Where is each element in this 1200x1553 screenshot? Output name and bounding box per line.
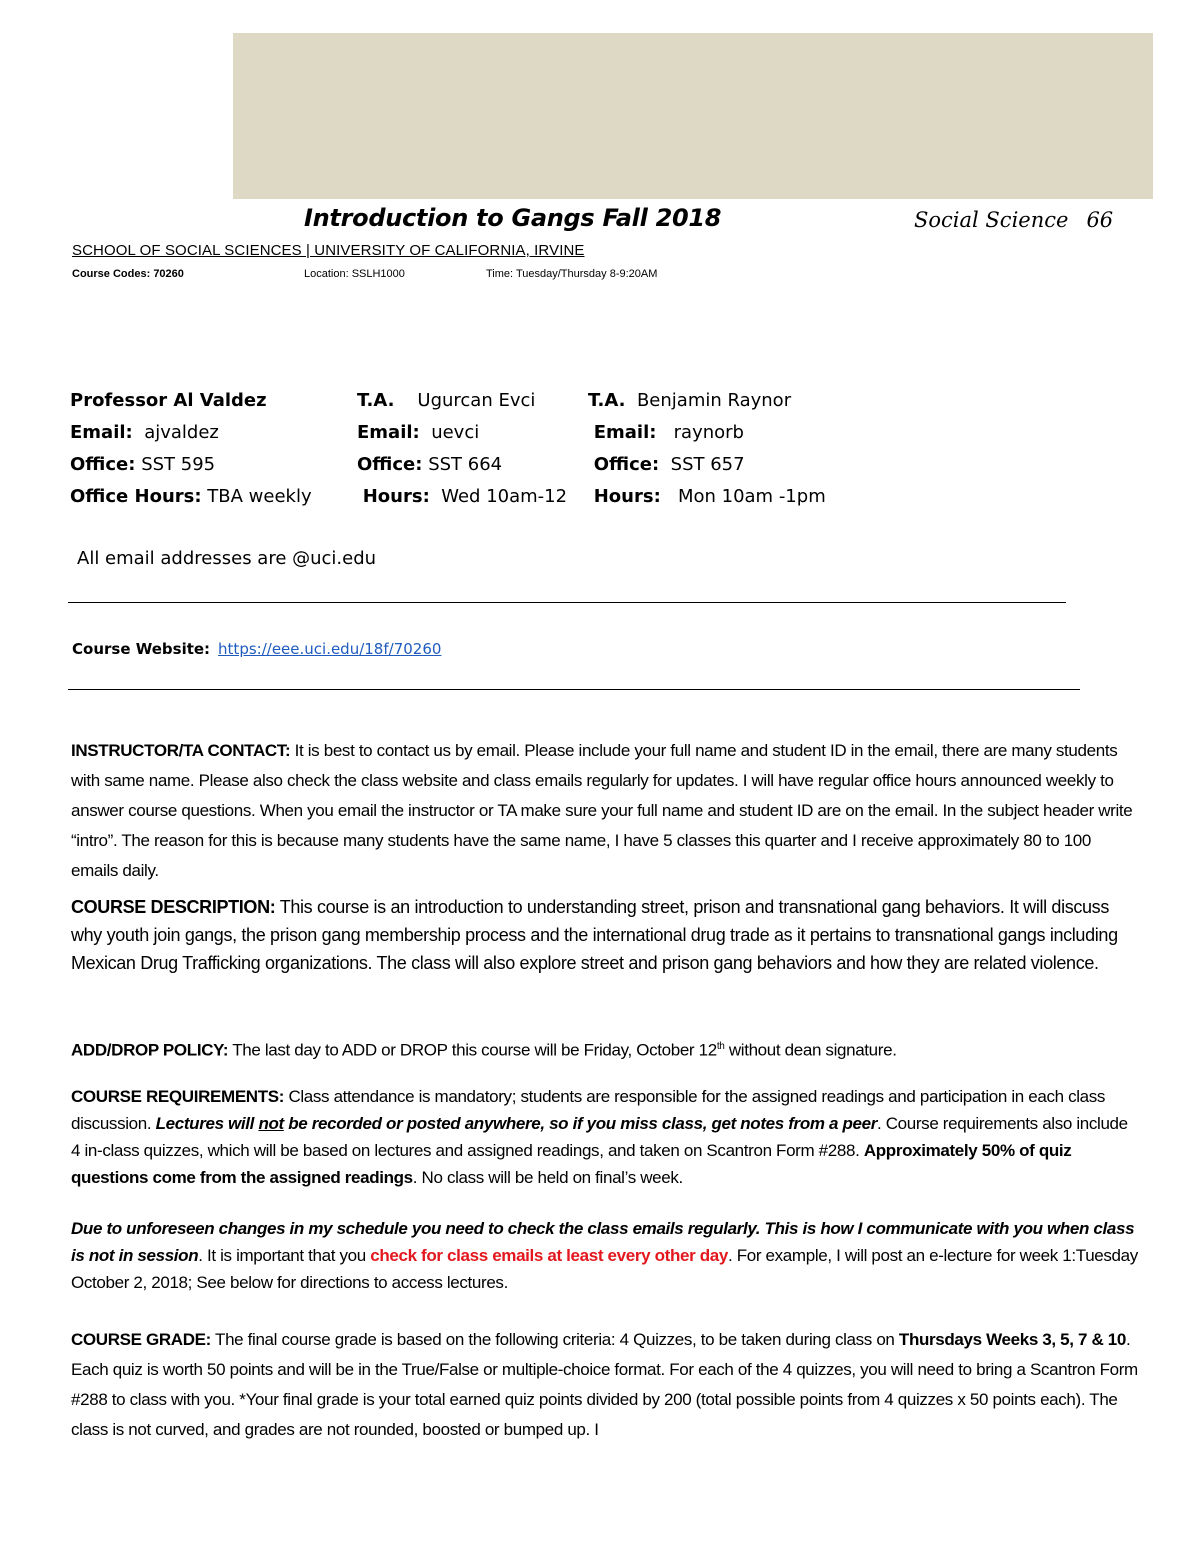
add-drop-section — [71, 1033, 1141, 1065]
course-description-section — [71, 893, 1141, 977]
emphasis-text: Thursdays Weeks 3, 5, 7 & 10 — [898, 1330, 1126, 1349]
office-label: Office: — [70, 454, 136, 475]
section-text: Class attendance is mandatory; students are responsible for the assigned readings and participation in each class discussion. — [71, 1087, 1106, 1133]
section-text: . For example, I will post an e-lecture for week 1:Tuesday October 2, 2018; See below for directions to access lectures. — [71, 1246, 1138, 1292]
section-text: . Course requirements also include 4 in-class quizzes, which will be based on lectures and assigned readings, and taken on Scantron Form #288. — [71, 1114, 1128, 1160]
hours-label: Hours: — [593, 486, 661, 507]
course-requirements-section — [71, 1083, 1141, 1191]
email-label: Email: — [593, 422, 657, 443]
section-heading: COURSE DESCRIPTION: — [71, 897, 276, 917]
office-label: Office: — [357, 454, 423, 475]
section-heading: ADD/DROP POLICY: — [71, 1040, 229, 1060]
hours-label: Office Hours: — [70, 486, 202, 507]
location: Location: SSLH1000 — [304, 268, 405, 280]
section-heading: COURSE REQUIREMENTS: — [71, 1087, 285, 1106]
title-row — [0, 200, 1200, 240]
ta2-hours: Mon 10am -1pm — [677, 486, 826, 507]
emphasis-text: Approximately 50% of quiz questions come from the assigned readings — [71, 1141, 1072, 1187]
ta2-name: Benjamin Raynor — [636, 390, 792, 411]
ta1-info — [357, 388, 567, 516]
schedule-notice-section — [71, 1215, 1141, 1296]
professor-office: SST 595 — [141, 454, 216, 475]
section-text: without dean signature. — [724, 1040, 897, 1060]
ta1-office: SST 664 — [428, 454, 503, 475]
section-text: This course is an introduction to understanding street, prison and transnational gang behaviors. It will discuss why youth join gangs, the prison gang membership process and the international drug trade as it pertains to transnational gangs including Mexican Drug Trafficking organizations. The class will also explore street and prison gang behaviors and how they are related violence. — [71, 897, 1118, 973]
codes-value: 70260 — [153, 268, 184, 280]
section-heading: INSTRUCTOR/TA CONTACT: — [71, 741, 291, 760]
ta-label: T.A. — [357, 390, 395, 411]
website-label: Course Website: — [72, 640, 211, 658]
professor-hours: TBA weekly — [207, 486, 312, 507]
email-label: Email: — [357, 422, 420, 443]
red-emphasis: check for class emails at least every other day — [370, 1246, 728, 1265]
ta-label: T.A. — [588, 390, 626, 411]
section-heading: COURSE GRADE: — [71, 1330, 211, 1349]
email-domain-note: All email addresses are @uci.edu — [77, 548, 377, 569]
section-text: . No class will be held on final’s week. — [412, 1168, 683, 1187]
ordinal-suffix: th — [716, 1041, 725, 1052]
meeting-time: Time: Tuesday/Thursday 8-9:20AM — [486, 268, 658, 280]
section-text: . Each quiz is worth 50 points and will be in the True/False or multiple-choice format. For each of the 4 quizzes, you will need to bring a Scantron Form #288 to class with you. *Your final grade is your total earned quiz points divided by 200 (total possible points from 4 quizzes x 50 points each). The class is not curved, and grades are not rounded, boosted or bumped up. I — [71, 1330, 1138, 1439]
website-link[interactable]: https://eee.uci.edu/18f/70260 — [218, 640, 442, 658]
divider — [68, 689, 1080, 690]
ta2-info — [588, 388, 826, 516]
hours-label: Hours: — [362, 486, 430, 507]
instructor-contact-section — [71, 736, 1141, 886]
section-text: It is best to contact us by email. Please include your full name and student ID in the email, there are many students with same name. Please also check the class website and class emails regularly for updates. I will have regular office hours announced weekly to answer course questions. When you email the instructor or TA make sure your full name and student ID are on the email. In the subject header write “intro”. The reason for this is because many students have the same name, I have 5 classes this quarter and I receive approximately 80 to 100 emails daily. — [71, 741, 1133, 880]
codes-label: Course Codes: — [72, 268, 151, 280]
professor-name: Professor Al Valdez — [70, 390, 267, 411]
ta2-office: SST 657 — [670, 454, 745, 475]
ta1-hours: Wed 10am-12 — [441, 486, 568, 507]
course-title: Introduction to Gangs Fall 2018 — [304, 204, 722, 232]
emphasis-not: not — [258, 1114, 284, 1133]
office-label: Office: — [593, 454, 660, 475]
school-name: SCHOOL OF SOCIAL SCIENCES | UNIVERSITY OF CALIFORNIA, IRVINE — [72, 242, 585, 259]
course-grade-section — [71, 1325, 1141, 1445]
section-text: . It is important that you — [198, 1246, 371, 1265]
department — [914, 208, 1113, 232]
ta1-name: Ugurcan Evci — [417, 390, 536, 411]
section-text: The last day to ADD or DROP this course will be Friday, October 12 — [228, 1040, 717, 1060]
professor-email: ajvaldez — [144, 422, 219, 443]
dept-name: Social Science — [914, 208, 1069, 232]
divider — [68, 602, 1066, 603]
professor-info — [70, 388, 312, 516]
ta1-email: uevci — [431, 422, 480, 443]
course-codes-line — [72, 268, 658, 280]
emphasis-text: Lectures will — [155, 1114, 259, 1133]
notice-emphasis: Due to unforeseen changes in my schedule you need to check the class emails regularly. This is how I communicate with you when class is not in session — [71, 1219, 1135, 1265]
emphasis-text: be recorded or posted anywhere, so if you miss class, get notes from a peer — [283, 1114, 877, 1133]
course-number: 66 — [1086, 208, 1114, 232]
course-website — [72, 640, 441, 658]
ta2-email: raynorb — [673, 422, 744, 443]
email-label: Email: — [70, 422, 133, 443]
section-text: The final course grade is based on the following criteria: 4 Quizzes, to be taken during class on — [210, 1330, 899, 1349]
header-banner — [233, 33, 1153, 199]
